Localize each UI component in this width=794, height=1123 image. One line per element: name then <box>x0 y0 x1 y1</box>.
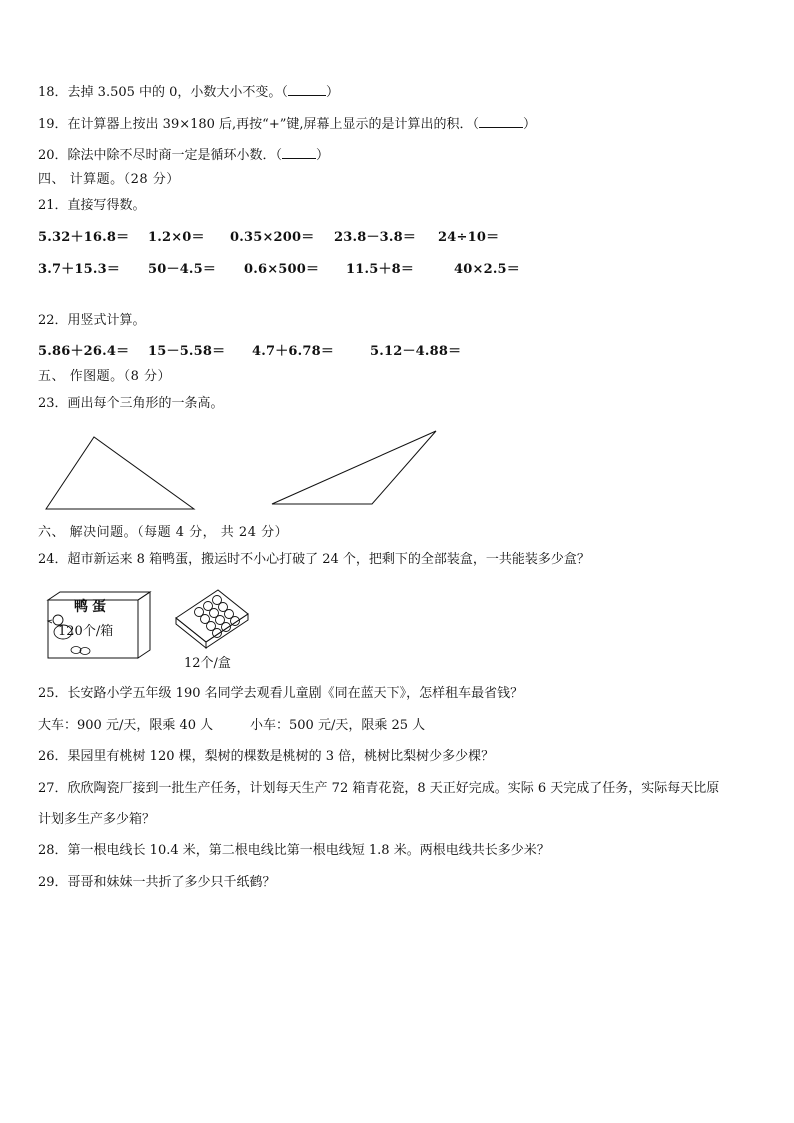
answer-blank-20[interactable] <box>282 146 316 159</box>
question-26: 26．果园里有桃树 120 棵，梨树的棵数是桃树的 3 倍，桃树比梨树少多少棵？ <box>38 749 495 764</box>
calc-item: 11.5＋8＝ <box>346 262 415 277</box>
question-24: 24．超市新运来 8 箱鸭蛋，搬运时不小心打破了 24 个，把剩下的全部装盒，一共能装多少盒？ <box>38 552 590 567</box>
question-18-text: 18．去掉 3.505 中的 0，小数大小不变。（ <box>38 85 288 100</box>
calc-item: 0.6×500＝ <box>244 262 320 277</box>
calc-item: 4.7＋6.78＝ <box>252 344 335 359</box>
question-22-title: 22．用竖式计算。 <box>38 313 146 328</box>
question-20-text: 20．除法中除不尽时商一定是循环小数．（ <box>38 148 283 163</box>
calc-item: 15－5.58＝ <box>148 344 226 359</box>
answer-blank-18[interactable] <box>288 83 326 96</box>
question-27-line1: 27．欣欣陶瓷厂接到一批生产任务，计划每天生产 72 箱青花瓷，8 天正好完成。实际 6 天完成了任务，实际每天比原 <box>38 781 720 796</box>
calc-item: 40×2.5＝ <box>454 262 521 277</box>
egg-box-label: 120个/箱 <box>58 624 114 639</box>
question-25: 25．长安路小学五年级 190 名同学去观看儿童剧《同在蓝天下》，怎样租车最省钱？ <box>38 686 524 701</box>
question-18 <box>38 83 339 101</box>
calc-item: 0.35×200＝ <box>230 230 315 245</box>
egg-tray-illustration <box>172 588 252 644</box>
question-27-line2: 计划多生产多少箱？ <box>38 812 156 827</box>
triangle-1[interactable] <box>40 435 200 515</box>
question-20 <box>38 146 329 164</box>
triangle-2[interactable] <box>268 428 438 508</box>
question-29: 29．哥哥和妹妹一共折了多少只千纸鹤？ <box>38 875 276 890</box>
egg-tray-label: 12个/盒 <box>184 656 231 671</box>
calc-item: 5.32＋16.8＝ <box>38 230 130 245</box>
question-20-close: ） <box>316 148 330 163</box>
question-25-car: 小车：500 元/天，限乘 25 人 <box>250 718 426 733</box>
egg-box-brand: 鸭蛋 <box>74 599 110 615</box>
question-28: 28．第一根电线长 10.4 米，第二根电线比第一根电线短 1.8 米。两根电线共长多少米？ <box>38 843 550 858</box>
question-18-close: ） <box>325 85 339 100</box>
question-19 <box>38 115 536 133</box>
question-21-title: 21．直接写得数。 <box>38 198 146 213</box>
answer-blank-19[interactable] <box>479 115 523 128</box>
section-4-heading: 四、 计算题。（28 分） <box>38 172 180 187</box>
section-6-heading: 六、 解决问题。（每题 4 分， 共 24 分） <box>38 525 289 540</box>
question-19-close: ） <box>523 117 537 132</box>
section-5-heading: 五、 作图题。（8 分） <box>38 369 172 384</box>
calc-item: 5.86＋26.4＝ <box>38 344 130 359</box>
calc-item: 3.7＋15.3＝ <box>38 262 121 277</box>
question-19-text: 19．在计算器上按出 39×180 后,再按“+”键,屏幕上显示的是计算出的积．（ <box>38 117 480 132</box>
question-25-bus: 大车：900 元/天，限乘 40 人 <box>38 718 214 733</box>
calc-item: 23.8－3.8＝ <box>334 230 417 245</box>
question-23-title: 23．画出每个三角形的一条高。 <box>38 396 224 411</box>
calc-item: 50－4.5＝ <box>148 262 217 277</box>
calc-item: 1.2×0＝ <box>148 230 205 245</box>
calc-item: 24÷10＝ <box>438 230 500 245</box>
calc-item: 5.12－4.88＝ <box>370 344 462 359</box>
